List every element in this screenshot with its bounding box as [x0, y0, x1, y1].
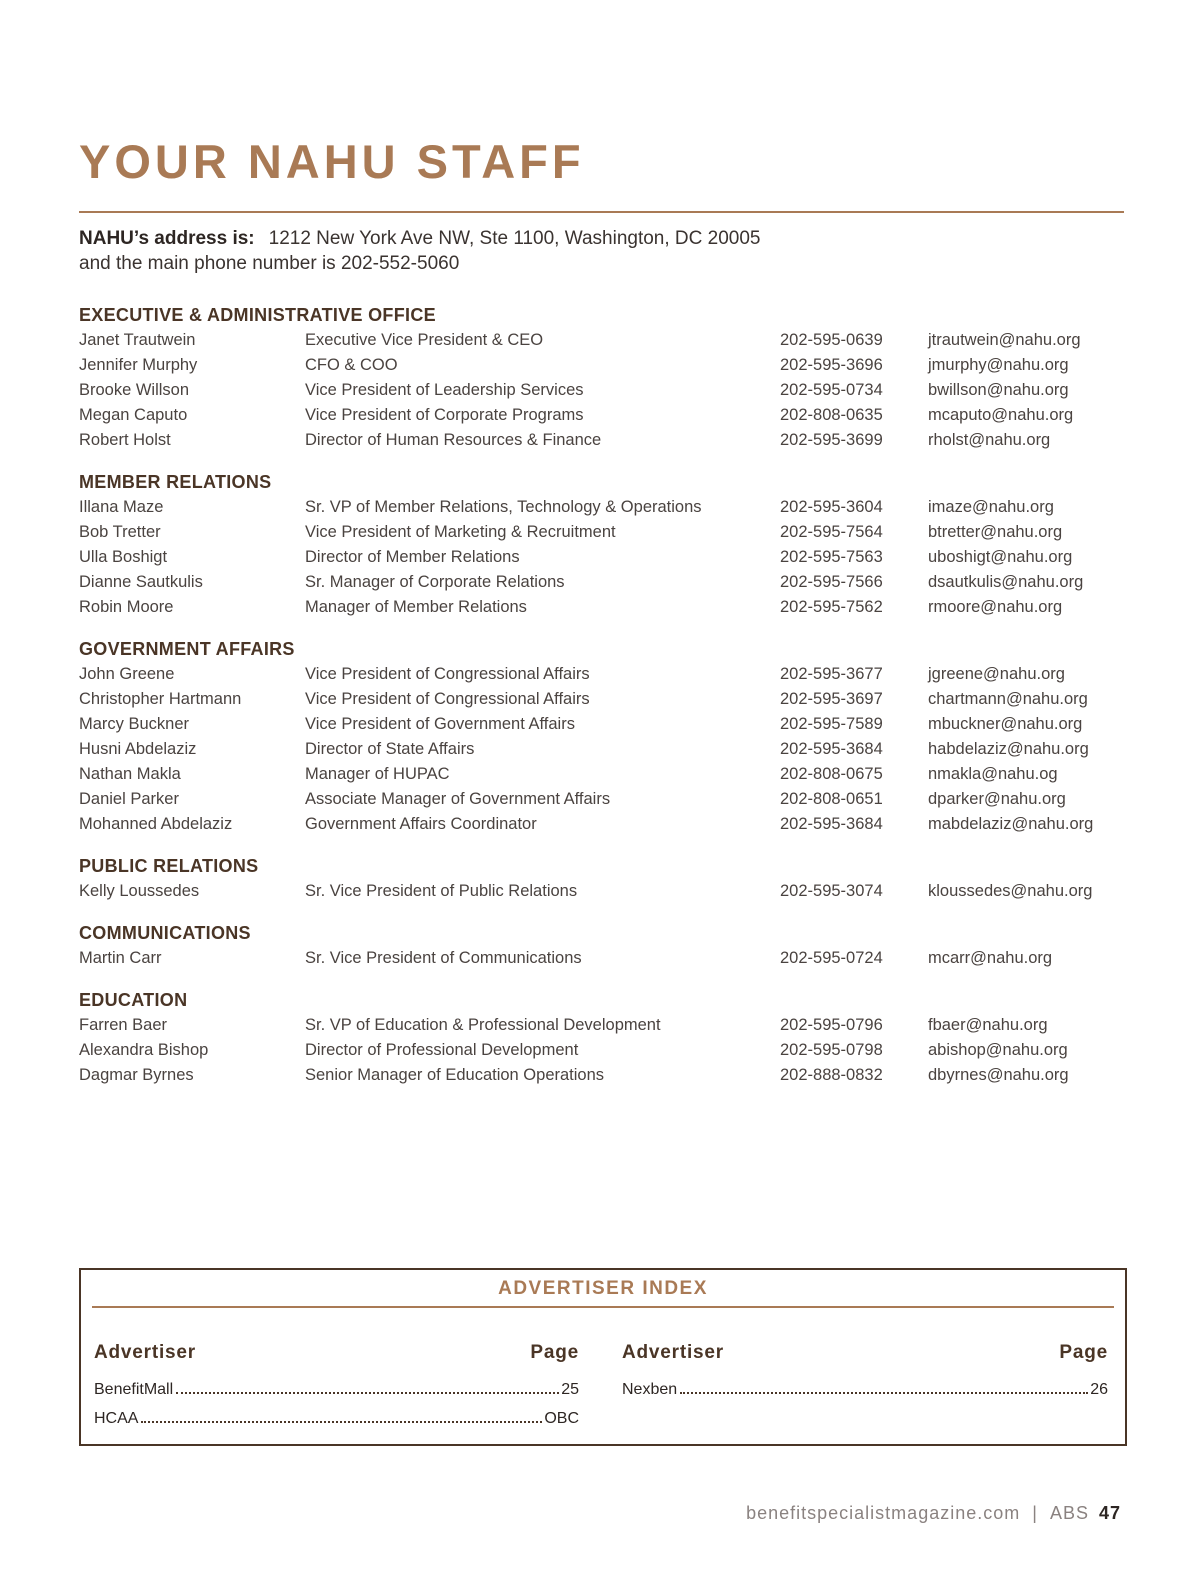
- staff-name: Bob Tretter: [79, 523, 161, 541]
- advertiser-column-right: [622, 1340, 1108, 1404]
- staff-email[interactable]: rholst@nahu.org: [928, 431, 1051, 449]
- section-title: COMMUNICATIONS: [79, 923, 251, 943]
- staff-row: [79, 428, 1124, 453]
- advertiser-header-label: Advertiser: [622, 1342, 724, 1363]
- staff-title: Senior Manager of Education Operations: [305, 1066, 605, 1084]
- staff-row: [79, 737, 1124, 762]
- staff-phone: 202-595-3677: [780, 665, 883, 683]
- staff-name: Nathan Makla: [79, 765, 181, 783]
- page-title: YOUR NAHU STAFF: [79, 135, 585, 188]
- advertiser-page: OBC: [544, 1410, 579, 1427]
- advertiser-column-header: [622, 1340, 1108, 1366]
- advertiser-page: 26: [1090, 1381, 1108, 1398]
- staff-name: Farren Baer: [79, 1016, 168, 1034]
- staff-title: Sr. Vice President of Communications: [305, 949, 582, 967]
- staff-name: Janet Trautwein: [79, 331, 196, 349]
- staff-phone: 202-595-3074: [780, 882, 883, 900]
- staff-phone: 202-808-0675: [780, 765, 883, 783]
- staff-email[interactable]: fbaer@nahu.org: [928, 1016, 1048, 1034]
- staff-email[interactable]: nmakla@nahu.og: [928, 765, 1058, 783]
- dot-leader: [141, 1421, 542, 1423]
- staff-phone: 202-595-3697: [780, 690, 883, 708]
- advertiser-column-left: [94, 1340, 579, 1433]
- staff-name: Daniel Parker: [79, 790, 179, 808]
- advertiser-entry: [622, 1375, 1108, 1404]
- page-header-label: Page: [530, 1342, 579, 1363]
- footer-publication: ABS: [1049, 1503, 1089, 1523]
- staff-section: [79, 854, 1124, 904]
- staff-name: Illana Maze: [79, 498, 164, 516]
- staff-phone: 202-595-7563: [780, 548, 883, 566]
- staff-email[interactable]: dparker@nahu.org: [928, 790, 1066, 808]
- staff-name: Alexandra Bishop: [79, 1041, 209, 1059]
- advertiser-name: HCAA: [94, 1410, 139, 1427]
- address-line-2: and the main phone number is 202-552-5060: [79, 253, 460, 274]
- staff-email[interactable]: jgreene@nahu.org: [928, 665, 1065, 683]
- staff-phone: 202-595-3684: [780, 740, 883, 758]
- staff-email[interactable]: kloussedes@nahu.org: [928, 882, 1093, 900]
- staff-name: Christopher Hartmann: [79, 690, 242, 708]
- staff-name: Martin Carr: [79, 949, 162, 967]
- staff-name: Mohanned Abdelaziz: [79, 815, 233, 833]
- staff-phone: 202-808-0651: [780, 790, 883, 808]
- staff-row: [79, 570, 1124, 595]
- dot-leader: [176, 1392, 559, 1394]
- section-title: PUBLIC RELATIONS: [79, 856, 259, 876]
- section-title: EXECUTIVE & ADMINISTRATIVE OFFICE: [79, 305, 436, 325]
- staff-email[interactable]: dsautkulis@nahu.org: [928, 573, 1084, 591]
- address-label: NAHU’s address is:: [79, 228, 255, 249]
- staff-name: Kelly Loussedes: [79, 882, 200, 900]
- staff-phone: 202-595-0798: [780, 1041, 883, 1059]
- staff-section: [79, 470, 1124, 620]
- staff-email[interactable]: mcaputo@nahu.org: [928, 406, 1074, 424]
- staff-name: Dianne Sautkulis: [79, 573, 203, 591]
- staff-phone: 202-595-0639: [780, 331, 883, 349]
- staff-name: Jennifer Murphy: [79, 356, 198, 374]
- address-line-1: [79, 226, 1124, 251]
- staff-email[interactable]: rmoore@nahu.org: [928, 598, 1063, 616]
- staff-phone: 202-808-0635: [780, 406, 883, 424]
- staff-title: Sr. VP of Member Relations, Technology & Operations: [305, 498, 702, 516]
- staff-title: Sr. Manager of Corporate Relations: [305, 573, 565, 591]
- staff-row: [79, 1063, 1124, 1088]
- staff-title: Director of Member Relations: [305, 548, 520, 566]
- section-title: EDUCATION: [79, 990, 188, 1010]
- staff-phone: 202-595-3684: [780, 815, 883, 833]
- staff-name: Ulla Boshigt: [79, 548, 168, 566]
- staff-title: Director of State Affairs: [305, 740, 475, 758]
- staff-email[interactable]: habdelaziz@nahu.org: [928, 740, 1089, 758]
- staff-phone: 202-595-7566: [780, 573, 883, 591]
- staff-email[interactable]: btretter@nahu.org: [928, 523, 1063, 541]
- staff-phone: 202-888-0832: [780, 1066, 883, 1084]
- staff-phone: 202-595-7589: [780, 715, 883, 733]
- staff-title: Vice President of Leadership Services: [305, 381, 584, 399]
- section-title: GOVERNMENT AFFAIRS: [79, 639, 295, 659]
- page-footer: [746, 1503, 1121, 1524]
- advertiser-name: BenefitMall: [94, 1381, 174, 1398]
- staff-email[interactable]: bwillson@nahu.org: [928, 381, 1069, 399]
- staff-name: Robert Holst: [79, 431, 171, 449]
- staff-title: Government Affairs Coordinator: [305, 815, 537, 833]
- staff-email[interactable]: chartmann@nahu.org: [928, 690, 1088, 708]
- staff-phone: 202-595-3696: [780, 356, 883, 374]
- footer-site: benefitspecialistmagazine.com: [746, 1503, 1021, 1523]
- staff-row: [79, 328, 1124, 353]
- address-block: [79, 226, 1124, 276]
- advertiser-header-label: Advertiser: [94, 1342, 196, 1363]
- dot-leader: [680, 1392, 1088, 1394]
- staff-title: Manager of HUPAC: [305, 765, 450, 783]
- staff-row: [79, 712, 1124, 737]
- staff-row: [79, 353, 1124, 378]
- staff-row: [79, 403, 1124, 428]
- advertiser-index-title: ADVERTISER INDEX: [498, 1278, 708, 1299]
- staff-row: [79, 787, 1124, 812]
- address-value: 1212 New York Ave NW, Ste 1100, Washington, DC 20005: [268, 228, 761, 249]
- footer-separator: |: [1032, 1503, 1038, 1523]
- staff-name: Marcy Buckner: [79, 715, 190, 733]
- staff-title: Sr. Vice President of Public Relations: [305, 882, 578, 900]
- advertiser-page: 25: [561, 1381, 579, 1398]
- title-divider: [79, 211, 1124, 213]
- staff-title: Director of Human Resources & Finance: [305, 431, 602, 449]
- staff-phone: 202-595-7562: [780, 598, 883, 616]
- staff-email[interactable]: dbyrnes@nahu.org: [928, 1066, 1069, 1084]
- staff-phone: 202-595-3604: [780, 498, 883, 516]
- staff-email[interactable]: mabdelaziz@nahu.org: [928, 815, 1094, 833]
- advertiser-column-header: [94, 1340, 579, 1366]
- staff-email[interactable]: abishop@nahu.org: [928, 1041, 1068, 1059]
- staff-title: Vice President of Marketing & Recruitment: [305, 523, 616, 541]
- staff-section: [79, 303, 1124, 453]
- page-header-label: Page: [1059, 1342, 1108, 1363]
- staff-row: [79, 762, 1124, 787]
- staff-row: [79, 378, 1124, 403]
- staff-title: Sr. VP of Education & Professional Development: [305, 1016, 661, 1034]
- staff-row: [79, 812, 1124, 837]
- staff-email[interactable]: imaze@nahu.org: [928, 498, 1054, 516]
- staff-section: [79, 988, 1124, 1088]
- staff-row: [79, 520, 1124, 545]
- staff-title: Manager of Member Relations: [305, 598, 527, 616]
- staff-row: [79, 946, 1124, 971]
- staff-title: Director of Professional Development: [305, 1041, 579, 1059]
- page-number: 47: [1098, 1503, 1121, 1523]
- staff-row: [79, 1038, 1124, 1063]
- staff-name: Megan Caputo: [79, 406, 188, 424]
- staff-email[interactable]: mcarr@nahu.org: [928, 949, 1053, 967]
- staff-phone: 202-595-0796: [780, 1016, 883, 1034]
- advertiser-index-divider: [92, 1306, 1114, 1308]
- staff-section: [79, 921, 1124, 971]
- staff-title: Vice President of Congressional Affairs: [305, 690, 590, 708]
- staff-email[interactable]: mbuckner@nahu.org: [928, 715, 1083, 733]
- staff-phone: 202-595-0724: [780, 949, 883, 967]
- staff-phone: 202-595-0734: [780, 381, 883, 399]
- staff-name: Dagmar Byrnes: [79, 1066, 194, 1084]
- staff-title: Associate Manager of Government Affairs: [305, 790, 611, 808]
- staff-row: [79, 1013, 1124, 1038]
- staff-phone: 202-595-3699: [780, 431, 883, 449]
- staff-title: CFO & COO: [305, 356, 398, 374]
- staff-title: Executive Vice President & CEO: [305, 331, 544, 349]
- advertiser-entry: [94, 1404, 579, 1433]
- staff-row: [79, 595, 1124, 620]
- staff-email[interactable]: uboshigt@nahu.org: [928, 548, 1073, 566]
- staff-phone: 202-595-7564: [780, 523, 883, 541]
- advertiser-index: [79, 1268, 1127, 1446]
- advertiser-name: Nexben: [622, 1381, 678, 1398]
- staff-email[interactable]: jtrautwein@nahu.org: [928, 331, 1081, 349]
- staff-title: Vice President of Corporate Programs: [305, 406, 584, 424]
- staff-title: Vice President of Congressional Affairs: [305, 665, 590, 683]
- staff-name: Brooke Willson: [79, 381, 190, 399]
- staff-name: John Greene: [79, 665, 175, 683]
- staff-row: [79, 545, 1124, 570]
- staff-name: Robin Moore: [79, 598, 174, 616]
- staff-name: Husni Abdelaziz: [79, 740, 197, 758]
- advertiser-entry: [94, 1375, 579, 1404]
- staff-title: Vice President of Government Affairs: [305, 715, 575, 733]
- staff-section: [79, 637, 1124, 837]
- staff-row: [79, 495, 1124, 520]
- section-title: MEMBER RELATIONS: [79, 472, 272, 492]
- staff-directory: [79, 303, 1124, 1105]
- staff-row: [79, 662, 1124, 687]
- staff-row: [79, 879, 1124, 904]
- staff-email[interactable]: jmurphy@nahu.org: [928, 356, 1069, 374]
- staff-row: [79, 687, 1124, 712]
